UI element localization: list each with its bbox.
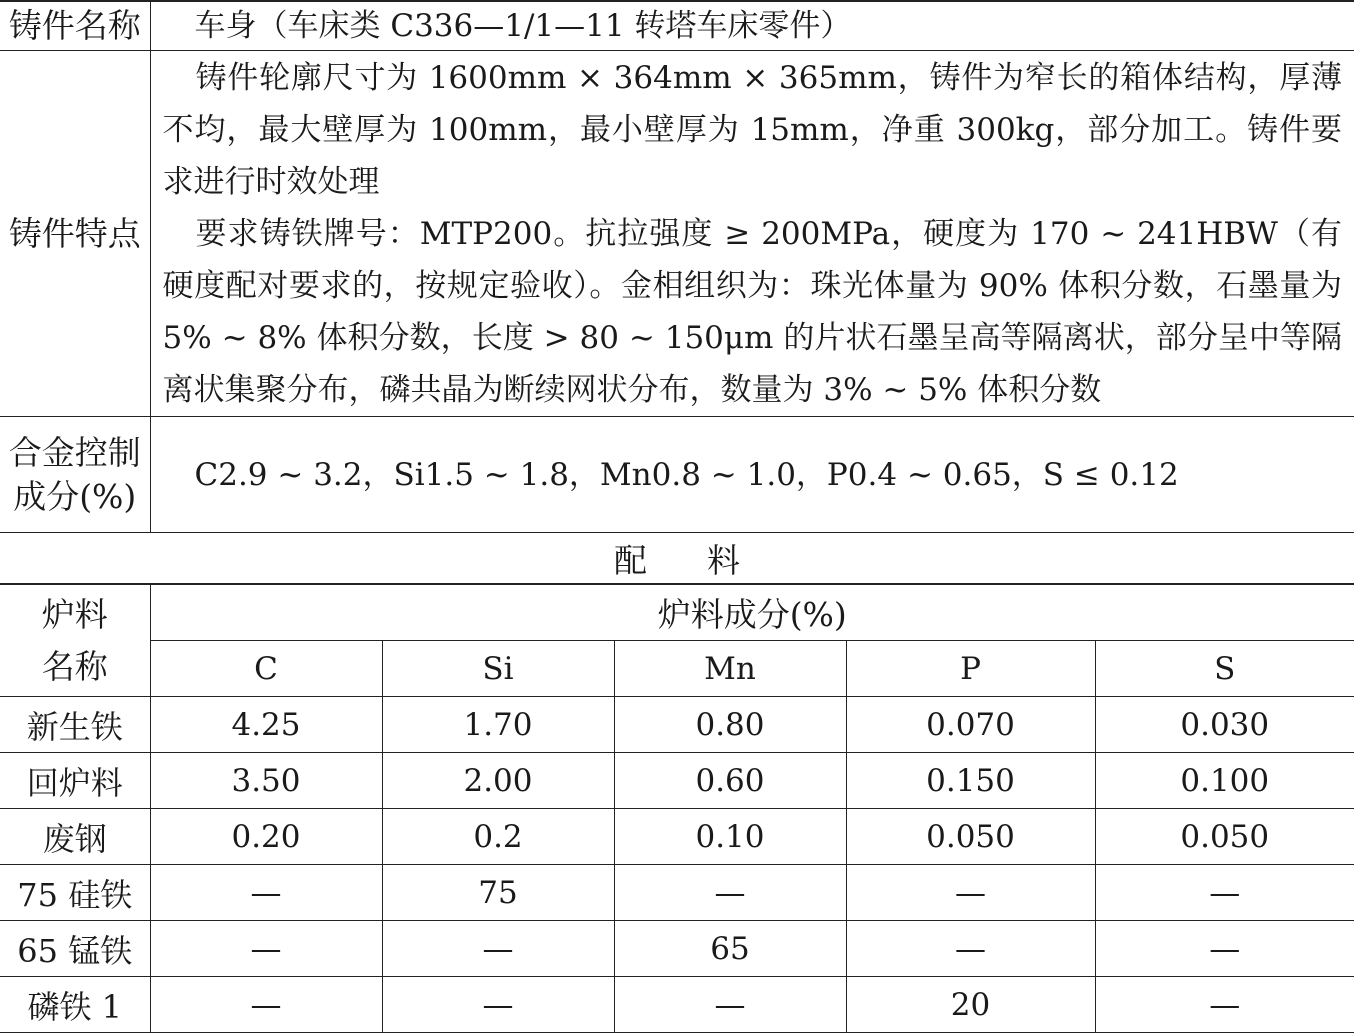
- cell-c: —: [150, 865, 382, 921]
- cell-s: —: [1095, 865, 1354, 921]
- cell-c: 0.20: [150, 809, 382, 865]
- charge-composition-table: [0, 584, 1354, 1033]
- cell-si: 75: [382, 865, 614, 921]
- row-name: 65 锰铁: [0, 921, 150, 977]
- casting-name-value: 车身（车床类 C336—1/1—11 转塔车床零件）: [150, 1, 1354, 51]
- cell-si: 0.2: [382, 809, 614, 865]
- casting-name-label: 铸件名称: [0, 1, 150, 51]
- cell-c: 4.25: [150, 697, 382, 753]
- cell-s: 0.100: [1095, 753, 1354, 809]
- column-header-si: Si: [382, 641, 614, 697]
- cell-si: 2.00: [382, 753, 614, 809]
- features-paragraph-1: 铸件轮廓尺寸为 1600mm × 364mm × 365mm，铸件为窄长的箱体结构，厚薄不均，最大壁厚为 100mm，最小壁厚为 15mm，净重 300kg，部分加工。铸件要求进行时效处理: [162, 59, 1342, 200]
- table-row: [0, 809, 1354, 865]
- alloy-label-line2: 成分(%): [13, 476, 137, 516]
- casting-name-row: [0, 1, 1354, 51]
- alloy-label-line1: 合金控制: [8, 432, 141, 472]
- charge-name-header-line2: 名称: [41, 646, 108, 686]
- column-header-p: P: [846, 641, 1095, 697]
- cell-s: 0.050: [1095, 809, 1354, 865]
- cell-c: —: [150, 921, 382, 977]
- cell-s: —: [1095, 977, 1354, 1033]
- composition-header: 炉料成分(%): [150, 585, 1354, 641]
- row-name: 新生铁: [0, 697, 150, 753]
- row-name: 磷铁 1: [0, 977, 150, 1033]
- table-row: [0, 865, 1354, 921]
- cell-p: —: [846, 865, 1095, 921]
- element-header-row: [0, 641, 1354, 697]
- cell-si: —: [382, 977, 614, 1033]
- alloy-control-label: [0, 417, 150, 533]
- features-paragraph-2: 要求铸铁牌号：MTP200。抗拉强度 ≥ 200MPa，硬度为 170 ~ 241HBW（有硬度配对要求的，按规定验收）。金相组织为：珠光体量为 90% 体积分数，石墨量为 5% ~ 8% 体积分数，长度 > 80 ~ 150μm 的片状石墨呈高等隔离状，部分呈中等隔离状集聚分布，磷共晶为断续网状分布，数量为 3% ~ 5% 体积分数: [162, 215, 1342, 408]
- column-header-c: C: [150, 641, 382, 697]
- casting-features-cell: [150, 51, 1354, 417]
- cell-mn: —: [614, 865, 846, 921]
- table-row: [0, 753, 1354, 809]
- cell-p: 0.050: [846, 809, 1095, 865]
- cell-p: 20: [846, 977, 1095, 1033]
- alloy-control-value: C2.9 ~ 3.2，Si1.5 ~ 1.8，Mn0.8 ~ 1.0，P0.4 ~ 0.65，S ≤ 0.12: [150, 417, 1354, 533]
- cell-si: —: [382, 921, 614, 977]
- table-row: [0, 977, 1354, 1033]
- cell-si: 1.70: [382, 697, 614, 753]
- cell-mn: 65: [614, 921, 846, 977]
- charge-header-row: [0, 585, 1354, 641]
- cell-mn: 0.10: [614, 809, 846, 865]
- cell-mn: —: [614, 977, 846, 1033]
- cell-mn: 0.80: [614, 697, 846, 753]
- cell-s: —: [1095, 921, 1354, 977]
- charge-name-header-line1: 炉料: [41, 594, 108, 634]
- row-name: 回炉料: [0, 753, 150, 809]
- casting-features-row: [0, 51, 1354, 417]
- row-name: 废钢: [0, 809, 150, 865]
- charge-name-header: [0, 585, 150, 697]
- alloy-control-row: [0, 417, 1354, 533]
- cell-p: 0.070: [846, 697, 1095, 753]
- cell-p: 0.150: [846, 753, 1095, 809]
- column-header-s: S: [1095, 641, 1354, 697]
- table-row: [0, 697, 1354, 753]
- row-name: 75 硅铁: [0, 865, 150, 921]
- cell-s: 0.030: [1095, 697, 1354, 753]
- table-row: [0, 921, 1354, 977]
- casting-features-label: 铸件特点: [0, 51, 150, 417]
- section-title: 配料: [0, 533, 1354, 584]
- cell-p: —: [846, 921, 1095, 977]
- column-header-mn: Mn: [614, 641, 846, 697]
- cell-c: 3.50: [150, 753, 382, 809]
- cell-mn: 0.60: [614, 753, 846, 809]
- cell-c: —: [150, 977, 382, 1033]
- section-title-row: [0, 533, 1354, 584]
